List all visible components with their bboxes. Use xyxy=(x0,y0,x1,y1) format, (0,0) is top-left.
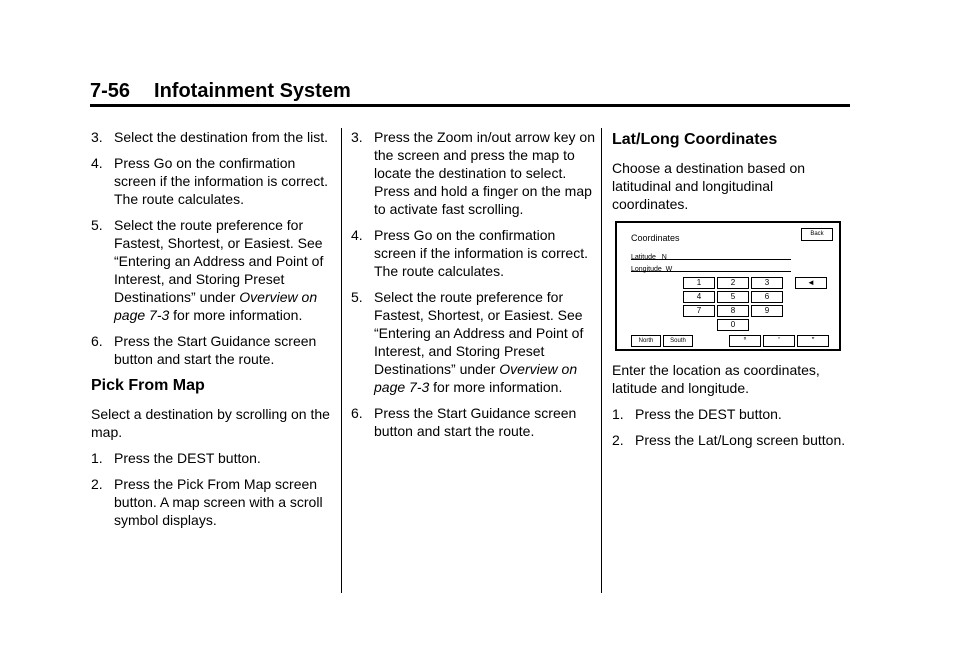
list-item xyxy=(91,475,336,529)
column-1 xyxy=(91,128,336,537)
page-reference-link[interactable]: Overview on page 7-3 xyxy=(374,361,578,395)
list-item xyxy=(91,154,336,208)
key-5[interactable]: 5 xyxy=(717,291,749,303)
list-item xyxy=(91,128,336,146)
list-item xyxy=(351,404,596,440)
item-text: Press Go on the confirmation screen if the information is correct. The route calculates. xyxy=(114,155,328,207)
key-0[interactable]: 0 xyxy=(717,319,749,331)
latitude-value: N xyxy=(661,254,667,261)
item-number: 2. xyxy=(91,476,103,492)
list-item xyxy=(91,332,336,368)
list-item xyxy=(351,128,596,218)
item-number: 6. xyxy=(351,405,363,421)
item-number: 3. xyxy=(351,129,363,145)
list-item xyxy=(91,216,336,324)
screen-title: Coordinates xyxy=(631,233,680,243)
item-number: 5. xyxy=(91,217,103,233)
field-line xyxy=(631,259,791,260)
item-number: 5. xyxy=(351,289,363,305)
page-number: 7-56 xyxy=(90,80,131,102)
longitude-label: Longitude xyxy=(631,266,662,273)
item-number: 1. xyxy=(91,450,103,466)
item-text: Press Go on the confirmation screen if the information is correct. The route calculates. xyxy=(374,227,588,279)
second-button[interactable]: " xyxy=(797,335,829,347)
item-text: Press the Start Guidance screen button and start the route. xyxy=(114,333,317,367)
backspace-button[interactable]: ◄ xyxy=(795,277,827,289)
list-item xyxy=(612,431,852,449)
list-item xyxy=(612,405,852,423)
item-text: Press the Pick From Map screen button. A map screen with a scroll symbol displays. xyxy=(114,476,323,528)
header-rule xyxy=(90,104,850,107)
item-text: for more information. xyxy=(429,379,563,395)
section-title: Infotainment System xyxy=(154,80,351,102)
pick-from-map-heading: Pick From Map xyxy=(91,377,205,394)
key-7[interactable]: 7 xyxy=(683,305,715,317)
latitude-label: Latitude xyxy=(631,254,656,261)
pick-from-map-intro: Select a destination by scrolling on the map. xyxy=(91,406,330,440)
key-3[interactable]: 3 xyxy=(751,277,783,289)
item-text: for more information. xyxy=(169,307,303,323)
column-divider xyxy=(601,128,602,593)
list-item xyxy=(91,449,336,467)
longitude-value: W xyxy=(665,266,673,273)
item-text: Press the DEST button. xyxy=(635,406,782,422)
field-line xyxy=(631,271,791,272)
item-text: Press the Start Guidance screen button and start the route. xyxy=(374,405,577,439)
lat-long-heading: Lat/Long Coordinates xyxy=(612,131,778,148)
page-header xyxy=(90,80,351,103)
lat-long-intro: Choose a destination based on latitudinal and longitudinal coordinates. xyxy=(612,160,806,212)
item-text: Press the Zoom in/out arrow key on the screen and press the map to locate the destination to select. Press and hold a finger on the map to activate fast scrolling. xyxy=(374,129,595,217)
item-number: 1. xyxy=(612,406,624,422)
list-item xyxy=(351,226,596,280)
key-6[interactable]: 6 xyxy=(751,291,783,303)
column-3 xyxy=(612,128,852,457)
key-4[interactable]: 4 xyxy=(683,291,715,303)
item-number: 4. xyxy=(351,227,363,243)
key-8[interactable]: 8 xyxy=(717,305,749,317)
list-item xyxy=(351,288,596,396)
minute-button[interactable]: ' xyxy=(763,335,795,347)
item-number: 3. xyxy=(91,129,103,145)
item-text: Press the Lat/Long screen button. xyxy=(635,432,846,448)
item-text: Select the route preference for Fastest, Shortest, or Easiest. See “Entering an Address and Point of Interest, and Storing Preset Destinations” under xyxy=(114,217,324,305)
enter-location-text: Enter the location as coordinates, latitude and longitude. xyxy=(612,362,820,396)
longitude-field[interactable] xyxy=(631,261,672,279)
column-2 xyxy=(351,128,596,448)
item-text: Select the destination from the list. xyxy=(114,129,328,145)
page-reference-link[interactable]: Overview on page 7-3 xyxy=(114,289,318,323)
item-number: 6. xyxy=(91,333,103,349)
item-text: Select the route preference for Fastest, Shortest, or Easiest. See “Entering an Address and Point of Interest, and Storing Preset Destinations” under xyxy=(374,289,584,377)
key-2[interactable]: 2 xyxy=(717,277,749,289)
column-divider xyxy=(341,128,342,593)
north-button[interactable]: North xyxy=(631,335,661,347)
south-button[interactable]: South xyxy=(663,335,693,347)
key-9[interactable]: 9 xyxy=(751,305,783,317)
back-button[interactable]: Back xyxy=(801,228,833,241)
key-1[interactable]: 1 xyxy=(683,277,715,289)
degree-button[interactable]: ° xyxy=(729,335,761,347)
item-number: 2. xyxy=(612,432,624,448)
item-text: Press the DEST button. xyxy=(114,450,261,466)
coordinates-screen-figure xyxy=(615,221,841,351)
item-number: 4. xyxy=(91,155,103,171)
